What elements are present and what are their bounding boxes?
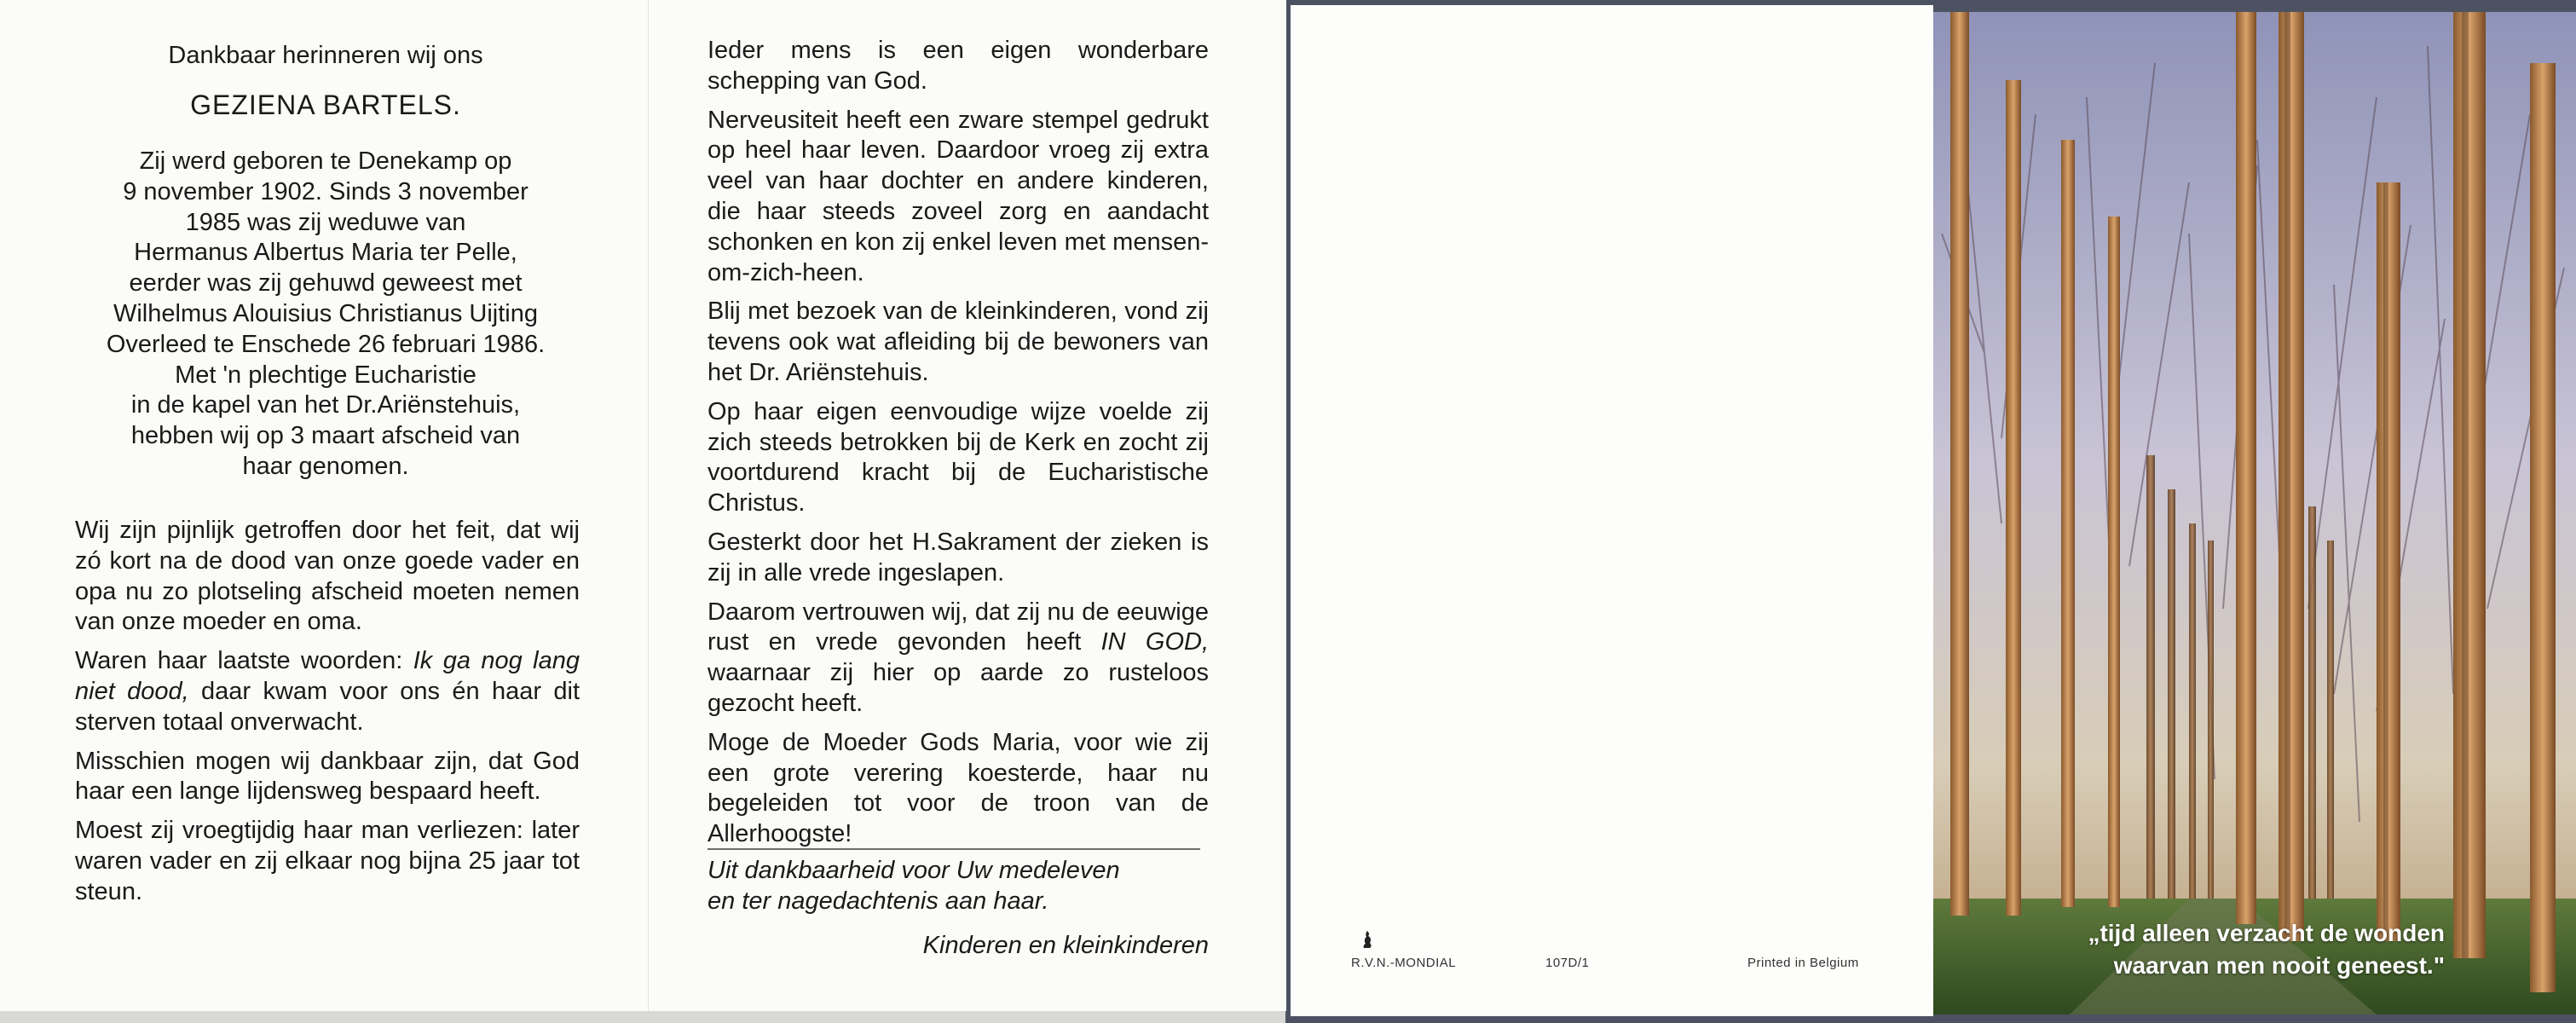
paragraph: Moest zij vroegtijdig haar man verliezen: later waren vader en zij elkaar nog bijna 25 jaar tot steun. (75, 817, 580, 905)
paragraph: Wij zijn pijnlijk getroffen door het feit, dat wij zó kort na de dood van onze goede vader en opa nu zo plotseling afscheid moeten nemen van onze moeder en oma. (75, 517, 580, 636)
bio-line: Met 'n plechtige Eucharistie (175, 361, 477, 389)
paragraph: Moge de Moeder Gods Maria, voor wie zij een grote verering koesterde, haar nu begeleiden tot voor de troon van de Allerhoogste! (708, 728, 1209, 848)
bio-line: 1985 was zij weduwe van (185, 208, 466, 236)
deceased-name: GEZIENA BARTELS. (190, 90, 461, 120)
paragraph: Op haar eigen eenvoudige wijze voelde zij zich steeds betrokken bij de Kerk en zocht zij voortdurend kracht bij de Eucharistische Christus. (708, 397, 1209, 517)
bio-line: hebben wij op 3 maart afscheid van (130, 422, 521, 450)
paragraph-in-god: Daarom vertrouwen wij, dat zij nu de eeuwige rust en vrede gevonden heeft IN GOD, waarnaar zij hier op aarde zo rusteloos gezocht heeft. (708, 598, 1209, 717)
bio-line: in de kapel van het Dr.Ariënstehuis, (130, 391, 521, 419)
card-inner-left-page (0, 0, 648, 1011)
paragraph: Blij met bezoek van de kleinkinderen, vond zij tevens ook wat afleiding bij de bewoners van het Dr. Ariënstehuis. (708, 298, 1209, 386)
card-back-page (1291, 5, 1933, 1016)
thanks-text: Uit dankbaarheid voor Uw medeleven en ter nagedachtenis aan haar. (708, 857, 1120, 915)
bio-line: 9 november 1902. Sinds 3 november (123, 177, 528, 205)
biography (81, 147, 570, 483)
card-front-photo-panel (1933, 12, 2576, 1014)
bio-line: Overleed te Enschede 26 februari 1986. (106, 330, 546, 358)
paragraph-last-words: Waren haar laatste woorden: Ik ga nog lang niet dood, daar kwam voor ons én haar dit sterven totaal onverwacht. (75, 647, 580, 736)
tree-avenue-photo (1933, 12, 2576, 1014)
signature: Kinderen en kleinkinderen (922, 932, 1209, 959)
bio-line: Wilhelmus Alouisius Christianus Uijting (113, 299, 538, 327)
publisher-name: R.V.N.-MONDIAL (1351, 956, 1457, 970)
publisher-logo-icon (1361, 929, 1373, 950)
left-paragraphs (75, 516, 580, 908)
paragraph: Misschien mogen wij dankbaar zijn, dat God haar een lange lijdensweg bespaard heeft. (75, 747, 580, 806)
paragraph: Nerveusiteit heeft een zware stempel gedrukt op heel haar leven. Daardoor vroeg zij extra veel van haar dochter en andere kinderen, die haar steeds zoveel zorg en aandacht schonken en kon zij enkel leven met mensen-om-zich-heen. (708, 106, 1209, 286)
bio-line: Zij werd geboren te Denekamp op (139, 147, 512, 175)
bio-line: eerder was zij gehuwd geweest met (129, 269, 523, 298)
paragraph: Ieder mens is een eigen wonderbare schepping van God. (708, 37, 1209, 95)
printed-in: Printed in Belgium (1747, 956, 1859, 970)
last-words-quote: Ik ga nog lang niet dood, (75, 647, 580, 705)
paragraph: Gesterkt door het H.Sakrament der zieken is zij in alle vrede ingeslapen. (708, 528, 1209, 587)
right-paragraphs (708, 36, 1209, 850)
bio-line: haar genomen. (242, 452, 409, 480)
card-edge-shadow (0, 1011, 1285, 1023)
intro-line: Dankbaar herinneren wij ons (168, 42, 483, 69)
quote-text: „tijd alleen verzacht de wonden waarvan men nooit geneest." (2088, 920, 2445, 979)
divider (708, 848, 1200, 850)
print-code: 107D/1 (1545, 956, 1590, 970)
bio-line: Hermanus Albertus Maria ter Pelle, (134, 239, 517, 267)
